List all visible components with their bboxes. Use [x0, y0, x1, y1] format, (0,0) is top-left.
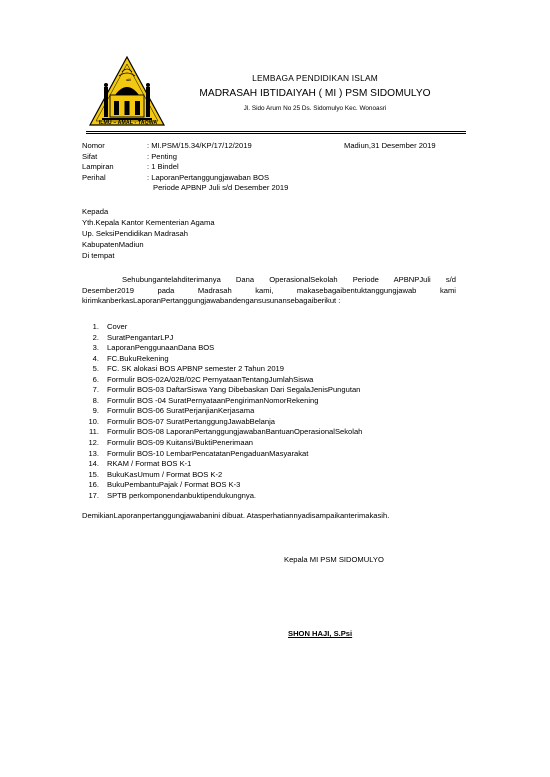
attachment-item-number: 5.	[92, 364, 99, 374]
sifat-label: Sifat	[82, 151, 98, 161]
attachment-item-number: 10.	[88, 416, 99, 426]
attachment-item-text: Formulir BOS-06 SuratPerjanjianKerjasama	[107, 406, 255, 416]
attachment-item-number: 2.	[92, 332, 99, 342]
intro-line: kirimkanberkasLaporanPertanggungjawabandengansusunansebagaiberikut :	[82, 296, 341, 305]
attachment-item	[82, 470, 362, 481]
attachment-list	[82, 322, 362, 501]
logo-caption: ILMU – AMAL - TAQWA	[98, 120, 158, 126]
attachment-item-text: RKAM / Format BOS K-1	[107, 459, 192, 469]
attachment-item	[82, 343, 362, 354]
recipient-line: Di tempat	[82, 251, 115, 260]
signatory-name: SHON HAJI, S.Psi	[288, 629, 353, 638]
intro-paragraph	[82, 275, 456, 307]
intro-line: Desember2019 pada Madrasah kami, makasebagaibentuktanggungjawab kami	[82, 285, 456, 295]
attachment-item-text: Formulir BOS-08 LaporanPertanggungjawabanBantuanOperasionalSekolah	[107, 427, 363, 437]
attachment-item-text: SuratPengantarLPJ	[107, 332, 174, 342]
lampiran-label: Lampiran	[82, 162, 114, 171]
attachment-item	[82, 385, 362, 396]
school-address: Jl. Sido Arum No 25 Ds. Sidomulyo Kec. Wonoasri	[243, 105, 387, 112]
letterhead-divider	[86, 131, 466, 134]
attachment-item-number: 7.	[92, 385, 99, 395]
attachment-item	[82, 480, 362, 491]
organization-name: LEMBAGA PENDIDIKAN ISLAM	[252, 73, 378, 83]
attachment-item	[82, 427, 362, 438]
attachment-item	[82, 438, 362, 449]
lampiran-value: : 1 Bindel	[147, 162, 179, 171]
attachment-item	[82, 322, 362, 333]
attachment-item	[82, 406, 362, 417]
attachment-item-text: Cover	[107, 322, 128, 331]
attachment-item-number: 9.	[92, 406, 99, 416]
nomor-value: : MI.PSM/15.34/KP/17/12/2019	[147, 141, 252, 150]
attachment-item-number: 8.	[92, 395, 99, 405]
letter-date: Madiun,31 Desember 2019	[344, 141, 436, 150]
attachment-item-number: 3.	[92, 343, 99, 353]
attachment-item-text: Formulir BOS-09 Kuitansi/BuktiPenerimaan	[107, 438, 254, 448]
recipient-line: KabupatenMadiun	[82, 240, 144, 249]
attachment-item-number: 16.	[88, 480, 99, 490]
attachment-item	[82, 333, 362, 344]
attachment-item	[82, 459, 362, 470]
perihal-value-2: Periode APBNP Juli s/d Desember 2019	[153, 183, 289, 192]
intro-line: Sehubungantelahditerimanya Dana OperasionalSekolah Periode APBNPJuli s/d	[122, 275, 456, 284]
attachment-item-text: Formulir BOS -04 SuratPernyataanPengirimanNomorRekening	[107, 395, 319, 405]
attachment-item-text: BukuPembantuPajak / Format BOS K-3	[107, 480, 241, 490]
perihal-label: Perihal	[82, 172, 106, 182]
svg-text:ﷲ: ﷲ	[125, 77, 129, 82]
attachment-item	[82, 375, 362, 386]
attachment-item-text: FC.BukuRekening	[107, 353, 169, 363]
attachment-item	[82, 449, 362, 460]
sifat-value: : Penting	[147, 151, 177, 161]
attachment-item	[82, 354, 362, 365]
attachment-item-number: 12.	[88, 438, 99, 448]
attachment-item-number: 17.	[88, 490, 99, 500]
attachment-item-text: Formulir BOS-03 DaftarSiswa Yang Dibebaskan Dari SegalaJenisPungutan	[107, 385, 361, 395]
recipient-line: Yth.Kepala Kantor Kementerian Agama	[82, 218, 215, 227]
school-name: MADRASAH IBTIDAIYAH ( MI ) PSM SIDOMULYO	[199, 88, 431, 99]
perihal-value: : LaporanPertanggungjawaban BOS	[147, 172, 270, 182]
attachment-item-text: Formulir BOS-07 SuratPertanggungJawabBelanja	[107, 416, 275, 426]
recipient-line: Kepada	[82, 207, 109, 216]
attachment-item-number: 1.	[92, 322, 99, 331]
attachment-item	[82, 491, 362, 502]
attachment-item	[82, 396, 362, 407]
attachment-item-text: Formulir BOS-02A/02B/02C PernyataanTentangJumlahSiswa	[107, 374, 314, 384]
nomor-label: Nomor	[82, 141, 105, 150]
attachment-item-number: 13.	[88, 448, 99, 458]
recipient-line: Up. SeksiPendidikan Madrasah	[82, 229, 188, 238]
attachment-item-text: FC. SK alokasi BOS APBNP semester 2 Tahun 2019	[107, 364, 284, 374]
closing-sentence: DemikianLaporanpertanggungjawabanini dibuat. Atasperhatiannyadisampaikanterimakasih.	[82, 511, 390, 520]
attachment-item	[82, 364, 362, 375]
attachment-item-number: 15.	[88, 469, 99, 479]
signature-title: Kepala MI PSM SIDOMULYO	[284, 555, 384, 564]
attachment-item-text: Formulir BOS-10 LembarPencatatanPengaduanMasyarakat	[107, 448, 309, 458]
attachment-item-number: 11.	[89, 427, 99, 437]
attachment-item-number: 4.	[92, 353, 99, 363]
attachment-item-text: SPTB perkomponendanbuktipendukungnya.	[107, 490, 257, 500]
attachment-item-text: LaporanPenggunaanDana BOS	[107, 343, 215, 353]
attachment-item	[82, 417, 362, 428]
attachment-item-number: 6.	[92, 374, 99, 384]
attachment-item-number: 14.	[88, 459, 99, 469]
attachment-item-text: BukuKasUmum / Format BOS K-2	[107, 469, 223, 479]
